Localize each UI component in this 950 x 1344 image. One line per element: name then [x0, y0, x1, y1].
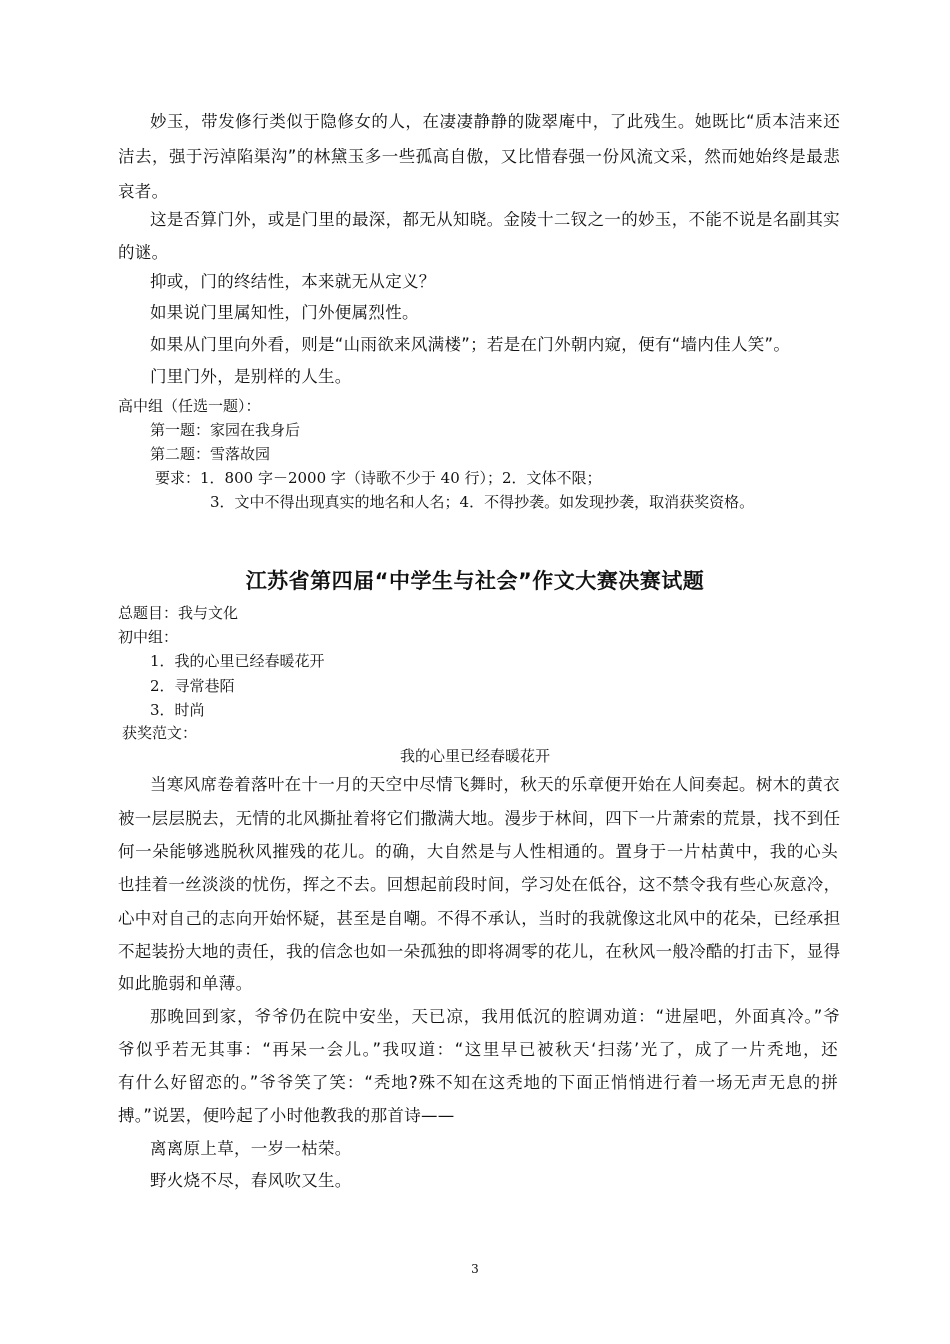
paragraph-line: 如此脆弱和单薄。 [118, 974, 253, 993]
paragraph-line: 有什么好留恋的。”爷爷笑了笑：“秃地?殊不知在这秃地的下面正悄悄进行着一场无声无息的拼 [118, 1073, 838, 1092]
paragraph-line: 当寒风席卷着落叶在十一月的天空中尽情飞舞时，秋天的乐章便开始在人间奏起。树木的黄衣 [150, 775, 840, 794]
topic-item: 1．我的心里已经春暖花开 [150, 652, 325, 670]
paragraph-line: 搏。”说罢，便吟起了小时他教我的那首诗—— [118, 1106, 455, 1125]
requirement-line: 要求：1．800 字－2000 字（诗歌不少于 40 行）；2．文体不限； [155, 469, 602, 487]
paragraph-line: 洁去，强于污淖陷渠沟”的林黛玉多一些孤高自傲，又比惜春强一份风流文采，然而她始终是最悲 [118, 147, 840, 166]
topic-item: 3．时尚 [150, 701, 205, 719]
paragraph-line: 也挂着一丝淡淡的忧伤，挥之不去。回想起前段时间，学习处在低谷，这不禁令我有些心灰意冷， [118, 875, 841, 894]
section-heading: 初中组： [118, 628, 179, 646]
paragraph-line: 如果从门里向外看，则是“山雨欲来风满楼”；若是在门外朝内窥，便有“墙内佳人笑”。 [150, 335, 791, 354]
essay-title: 我的心里已经春暖花开 [399, 747, 550, 765]
sample-label: 获奖范文： [122, 724, 198, 742]
poem-line: 离离原上草，一岁一枯荣。 [150, 1139, 352, 1158]
topic-item: 第一题：家园在我身后 [150, 421, 301, 439]
paragraph-line: 门里门外，是别样的人生。 [150, 367, 352, 386]
theme-line: 总题目：我与文化 [118, 604, 239, 622]
paragraph-line: 被一层层脱去，无情的北风撕扯着将它们撒满大地。漫步于林间，四下一片萧索的荒景，找不到任 [118, 809, 841, 828]
paragraph-line: 心中对自己的志向开始怀疑，甚至是自嘲。不得不承认，当时的我就像这北风中的花朵，已经承担 [118, 909, 841, 928]
paragraph-line: 妙玉，带发修行类似于隐修女的人，在凄凄静静的陇翠庵中，了此残生。她既比“质本洁来还 [150, 112, 840, 131]
paragraph-line: 的谜。 [118, 243, 169, 262]
page-title: 江苏省第四届“中学生与社会”作文大赛决赛试题 [245, 569, 705, 593]
poem-line: 野火烧不尽，春风吹又生。 [150, 1171, 352, 1190]
paragraph-line: 哀者。 [118, 182, 169, 201]
paragraph-line: 这是否算门外，或是门里的最深，都无从知晓。金陵十二钗之一的妙玉，不能不说是名副其实 [150, 210, 840, 229]
paragraph-line: 何一朵能够逃脱秋风摧残的花儿。的确，大自然是与人性相通的。置身于一片枯黄中，我的心头 [118, 842, 838, 861]
paragraph-line: 不起装扮大地的责任，我的信念也如一朵孤独的即将凋零的花儿，在秋风一般冷酷的打击下，显得 [118, 942, 841, 961]
paragraph-line: 如果说门里属知性，门外便属烈性。 [150, 303, 419, 322]
paragraph-line: 抑或，门的终结性，本来就无从定义？ [150, 272, 436, 291]
section-heading: 高中组（任选一题）： [118, 397, 261, 415]
topic-item: 2．寻常巷陌 [150, 677, 235, 695]
topic-item: 第二题：雪落故园 [150, 445, 271, 463]
paragraph-line: 那晚回到家，爷爷仍在院中安坐，天已凉，我用低沉的腔调劝道：“进屋吧，外面真冷。”爷 [150, 1007, 840, 1026]
paragraph-line: 爷似乎若无其事：“再呆一会儿。”我叹道：“这里早已被秋天‘扫荡’光了，成了一片秃地，还 [118, 1040, 838, 1059]
page-number: 3 [471, 1262, 479, 1276]
requirement-line: 3．文中不得出现真实的地名和人名；4．不得抄袭。如发现抄袭，取消获奖资格。 [210, 493, 755, 511]
